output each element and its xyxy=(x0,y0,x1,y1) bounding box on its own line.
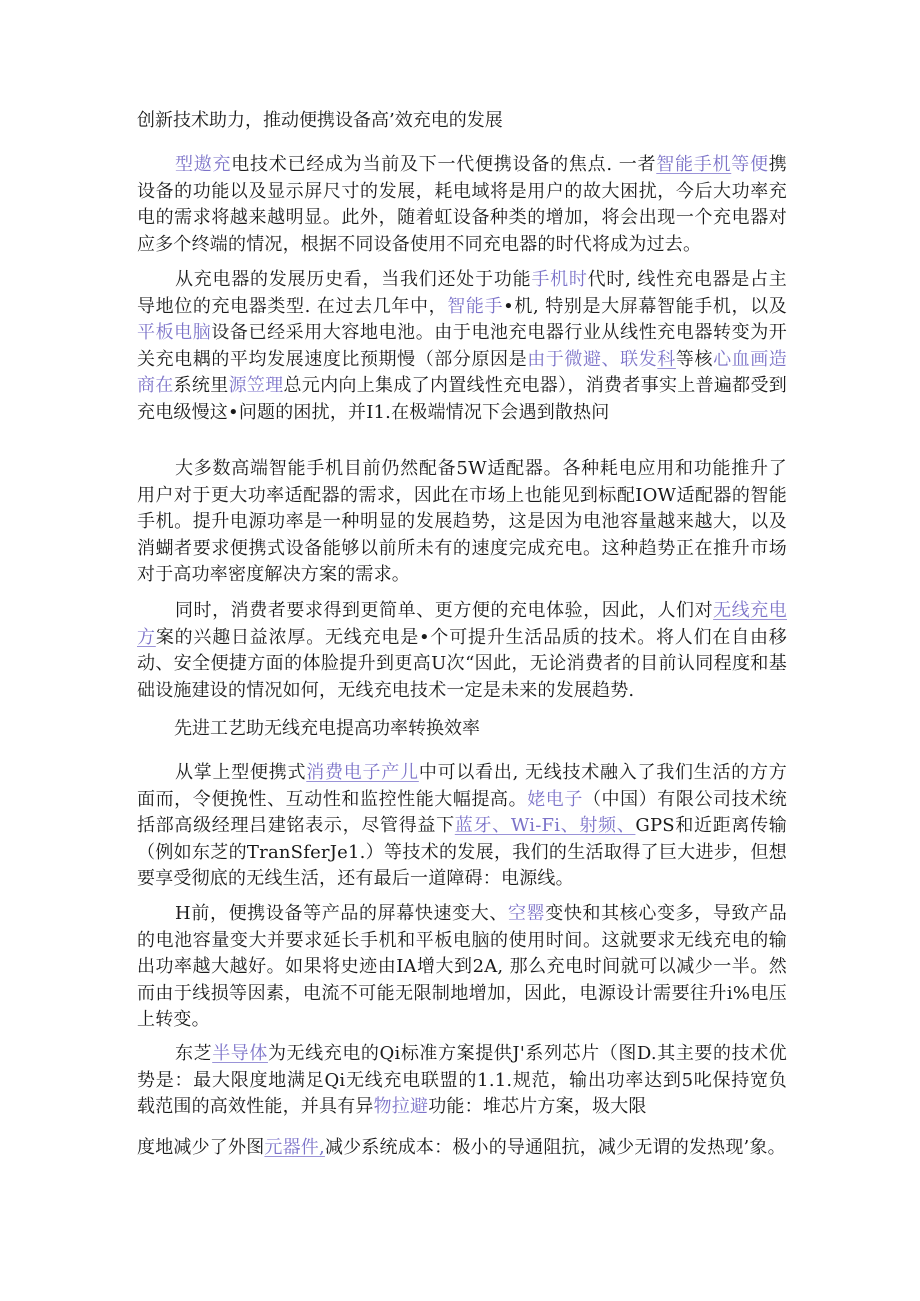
paragraph-text: 变快和其核心变多，导致产品的电池容量变大并要求延长手机和平板电脑的使用时间。这就要求无线充电的输出功率越大越好。如果将史迹由IA增大到2A, 那么充电时间就可以减少一半。然而由于线损等因素，电流不可能无限制地增加，因此，电源设计需要往升i%电压上转变。 xyxy=(137,903,787,1030)
paragraph-text: （中国）有限公司技术统括部高级经理吕建铭表示，尽管得益下 xyxy=(137,788,787,836)
paragraph-2 xyxy=(137,267,787,426)
paragraph-6 xyxy=(137,901,787,1034)
paragraph-text: 东芝 xyxy=(175,1043,213,1064)
paragraph-text: 案的兴趣日益浓厚。无线充电是•个可提升生活品质的技术。将人们在自由移动、安全便捷方面的体脸提升到更高U次“因此，无论消费者的目前认同程度和基础设施建设的情况如何，无线充电技术一定是未来的发展趋势. xyxy=(137,626,788,701)
hyperlink-components[interactable]: 元器件, xyxy=(264,1137,325,1158)
paragraph-text: H前，便携设备等产品的屏幕快速变大、 xyxy=(175,903,508,924)
hyperlink[interactable]: 智能手 xyxy=(447,295,504,317)
hyperlink-wireless-charging[interactable]: 无线充电方 xyxy=(137,600,787,648)
hyperlink[interactable]: 科 xyxy=(657,348,676,370)
hyperlink-semiconductor[interactable]: 半导体 xyxy=(212,1043,268,1064)
paragraph-text: 同时，消费者要求得到更简单、更方便的充电体验，因此，人们对 xyxy=(175,600,714,621)
hyperlink-tablet[interactable]: 平板电脑 xyxy=(137,322,212,343)
hyperlink[interactable]: 型遨充 xyxy=(175,154,232,175)
document-title: 创新技术助力，推动便携设备高’效充电的发展 xyxy=(137,110,503,131)
hyperlink-wireless-tech[interactable]: 蓝牙、Wi-Fi、射频、 xyxy=(454,815,636,836)
hyperlink-consumer-electronics[interactable]: 消费电子产儿 xyxy=(306,762,419,783)
hyperlink[interactable]: 姥电子 xyxy=(527,788,583,810)
paragraph-5 xyxy=(137,760,787,893)
paragraph-text: 减少系统成本：极小的导通阻抗，减少无谓的发热现’象。 xyxy=(324,1137,786,1158)
paragraph-4 xyxy=(137,598,787,704)
paragraph-text: •机, 特别是大屏幕智能手机，以及 xyxy=(503,295,787,317)
paragraph-text: 从充电器的发展历史看，当我们还处于功能 xyxy=(175,269,532,290)
section-subheading: 先进工艺助无线充电提高功率转换效率 xyxy=(174,718,480,739)
hyperlink[interactable]: 心血画造商在 xyxy=(137,348,788,396)
paragraph-text: 度地减少了外图 xyxy=(137,1137,265,1158)
paragraph-text: 为无线充电的Qi标准方案提供J'系列芯片（图D.其主要的技术优势是：最大限度地满足Qi无线充电联盟的1.1.规范，输出功率达到5叱保持宽负载范围的高效性能，并具有异 xyxy=(137,1043,787,1117)
paragraph-7 xyxy=(137,1041,787,1121)
paragraph-text: GPS和近距离传输（例如东芝的TranSferJe1.）等技术的发展，我们的生活取得了巨大进步，但想要享受彻底的无线生活，还有最后一道障碍：电源线。 xyxy=(137,815,788,889)
paragraph-1 xyxy=(137,152,787,258)
paragraph-8 xyxy=(137,1135,787,1162)
hyperlink[interactable]: 空罂 xyxy=(508,903,546,924)
paragraph-text: 功能：堆芯片方案，圾大限 xyxy=(428,1096,647,1117)
paragraph-text: 中可以看出, 无线技术融入了我们生活的方方面而，令便挽性、互动性和监控性能大幅提高。 xyxy=(137,762,787,810)
paragraph-text: 从掌上型便携式 xyxy=(175,762,307,783)
hyperlink[interactable]: 由于微避、联发 xyxy=(527,348,658,370)
paragraph-text: 总元内向上集成了内置线性充电器），消费者事实上普遍都受到充电级慢这•问题的困扰，并I1.在极端情况下会遇到散热问 xyxy=(137,375,788,423)
hyperlink[interactable]: 物拉避 xyxy=(373,1096,429,1117)
hyperlink[interactable]: 等便 xyxy=(731,154,769,175)
paragraph-text: 电技术已经成为当前及下一代便携设备的焦点. 一者 xyxy=(231,154,657,175)
paragraph-text: 代时, 线性充电器是占主导地位的充电器类型. 在过去几年中， xyxy=(137,269,787,317)
paragraph-text: 设备已经采用大容地电池。由于电池充电器行业从线性充电器转变为开关充电耦的平均发展速度比预期慢（部分原因是 xyxy=(137,322,787,370)
paragraph-text: 系统里 xyxy=(173,375,229,396)
paragraph-text: 等核 xyxy=(675,348,714,370)
hyperlink[interactable]: 手机时 xyxy=(531,269,588,290)
paragraph-text: 携设备的功能以及显示屏尺寸的发展，耗电域将是用户的故大困扰，今后大功率充电的需求将越来越明显。此外，随着虹设备种类的增加，将会出现一个充电器对应多个终端的情况，根据不同设备使用不同充电器的时代将成为过去。 xyxy=(137,154,787,255)
hyperlink-smartphone[interactable]: 智能手机 xyxy=(656,154,732,175)
paragraph-3: 大多数高端智能手机目前仍然配备5W适配器。各种耗电应用和功能推升了用户对于更大功率适配器的需求，因此在市场上也能见到标配IOW适配器的智能手机。提升电源功率是一种明显的发展趋势，这是因为电池容量越来越大，以及消蝴者要求便携式设备能够以前所未有的速度完成充电。这种趋势正在推升市场对于高功率密度解决方案的需求。 xyxy=(137,458,787,585)
hyperlink[interactable]: 源笠理 xyxy=(228,375,284,396)
